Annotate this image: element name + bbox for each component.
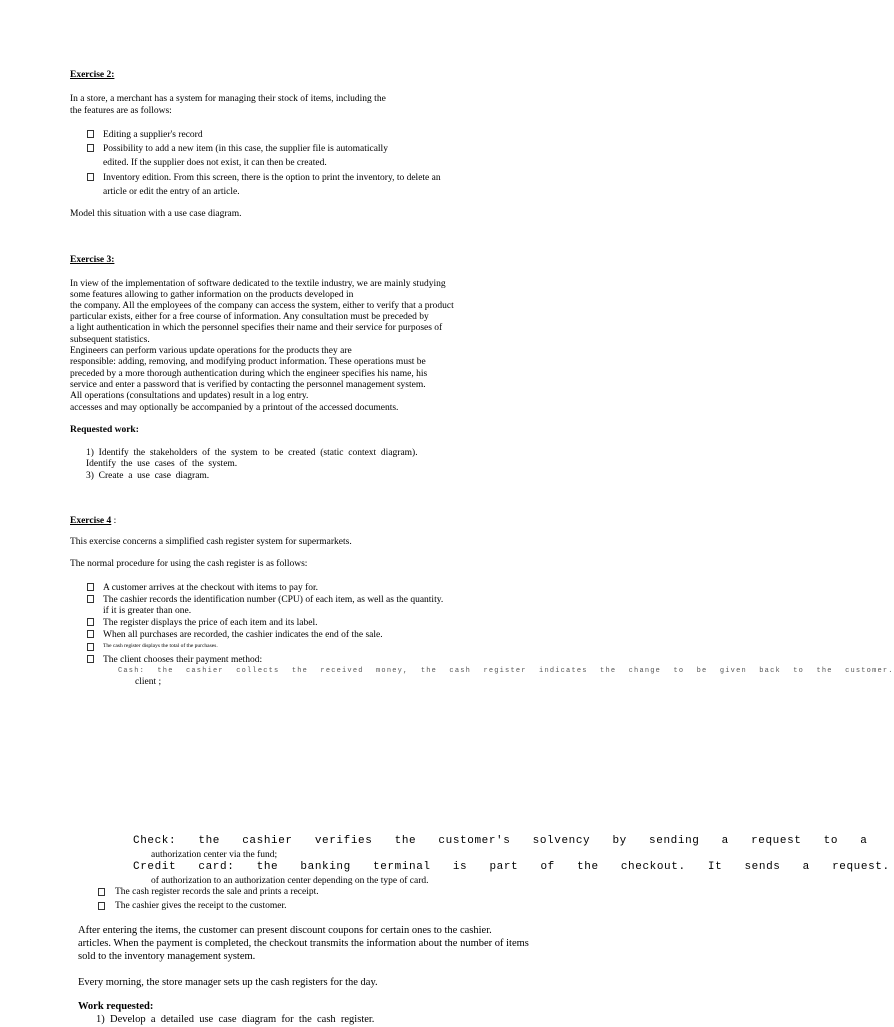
exercise-3-line-3: the company. All the employees of the company can access the system, either to verify that a product <box>70 301 454 311</box>
exercise-4-heading: Exercise 4 <box>70 516 112 526</box>
exercise-4-bullet-6: The client chooses their payment method: <box>103 655 263 665</box>
payment-check-continuation: authorization center via the fund; <box>151 850 278 860</box>
bullet-box-icon <box>87 630 94 638</box>
bullet-box-icon <box>87 618 94 626</box>
exercise-2-bullet-1: Editing a supplier's record <box>103 130 203 140</box>
bullet-box-icon <box>87 130 94 138</box>
exercise-3-work-3: 3) Create a use case diagram. <box>86 471 210 481</box>
exercise-4-bullet-2a: The cashier records the identification number (CPU) of each item, as well as the quantity. <box>103 595 444 605</box>
exercise-2-bullet-3b: article or edit the entry of an article. <box>103 187 240 197</box>
exercise-4-heading-line <box>70 516 116 528</box>
exercise-4-bullet-3: The register displays the price of each item and its label. <box>103 618 318 628</box>
exercise-3-line-12: accesses and may optionally be accompanied by a printout of the accessed documents. <box>70 403 399 413</box>
exercise-4-bullet-4: When all purchases are recorded, the cashier indicates the end of the sale. <box>103 630 383 640</box>
exercise-3-line-11: All operations (consultations and updates) result in a log entry. <box>70 391 309 401</box>
exercise-4-after-line-3: sold to the inventory management system. <box>78 951 256 962</box>
payment-card-line: Credit card: the banking terminal is part of the checkout. It sends a request. <box>133 861 890 873</box>
exercise-2-bullet-3a: Inventory edition. From this screen, there is the option to print the inventory, to delete an <box>103 173 441 183</box>
bullet-box-icon <box>87 595 94 603</box>
exercise-4-bullet-7: The cash register records the sale and prints a receipt. <box>115 887 319 897</box>
exercise-4-bullet-8: The cashier gives the receipt to the customer. <box>115 901 287 911</box>
exercise-3-work-2: Identify the use cases of the system. <box>86 459 238 469</box>
exercise-3-line-10: service and enter a password that is verified by contacting the personnel management system. <box>70 380 426 390</box>
exercise-2-bullet-2b: edited. If the supplier does not exist, it can then be created. <box>103 158 327 168</box>
payment-card-continuation: of authorization to an authorization center depending on the type of card. <box>151 876 429 886</box>
payment-cash-line: Cash: the cashier collects the received money, the cash register indicates the change to be given back to the customer. <box>118 667 894 675</box>
exercise-4-procedure: The normal procedure for using the cash register is as follows: <box>70 559 308 569</box>
bullet-box-icon <box>87 655 94 663</box>
exercise-3-line-7: Engineers can perform various update operations for the products they are <box>70 346 352 356</box>
bullet-box-icon <box>98 888 105 896</box>
exercise-3-work-heading: Requested work: <box>70 425 139 435</box>
payment-check-line: Check: the cashier verifies the customer's solvency by sending a request to a <box>133 835 868 847</box>
bullet-box-icon <box>98 902 105 910</box>
exercise-2-closing: Model this situation with a use case diagram. <box>70 209 242 219</box>
exercise-3-line-5: a light authentication in which the personnel specifies their name and their service for purposes of <box>70 323 443 333</box>
bullet-box-icon <box>87 173 94 181</box>
exercise-4-morning: Every morning, the store manager sets up the cash registers for the day. <box>78 977 378 988</box>
exercise-3-line-2: some features allowing to gather information on the products developed in <box>70 290 354 300</box>
exercise-4-after-line-2: articles. When the payment is completed, the checkout transmits the information about the number of items <box>78 938 529 949</box>
payment-cash-continuation: client ; <box>135 677 162 687</box>
exercise-3-line-6: subsequent statistics. <box>70 335 150 345</box>
exercise-2-intro-line-1: In a store, a merchant has a system for managing their stock of items, including the <box>70 94 386 104</box>
exercise-4-intro: This exercise concerns a simplified cash register system for supermarkets. <box>70 537 352 547</box>
exercise-2-intro-line-2: the features are as follows: <box>70 106 172 116</box>
exercise-2-bullet-2a: Possibility to add a new item (in this case, the supplier file is automatically <box>103 144 388 154</box>
exercise-3-heading: Exercise 3: <box>70 255 115 265</box>
exercise-3-line-9: preceded by a more thorough authentication during which the engineer specifies his name, his <box>70 369 428 379</box>
bullet-box-icon <box>87 643 94 651</box>
exercise-3-line-4: particular exists, either for a free course of information. Any consultation must be preceded by <box>70 312 429 322</box>
exercise-2-heading: Exercise 2: <box>70 70 115 80</box>
exercise-3-work-1: 1) Identify the stakeholders of the system to be created (static context diagram). <box>86 448 418 458</box>
exercise-4-bullet-2b: if it is greater than one. <box>103 606 192 616</box>
exercise-4-bullet-5: The cash register displays the total of the purchases. <box>103 643 218 649</box>
exercise-4-heading-suffix: : <box>111 516 117 526</box>
exercise-3-line-1: In view of the implementation of software dedicated to the textile industry, we are mainly studying <box>70 279 446 289</box>
exercise-4-bullet-1: A customer arrives at the checkout with items to pay for. <box>103 583 319 593</box>
exercise-4-work-heading: Work requested: <box>78 1001 154 1012</box>
bullet-box-icon <box>87 583 94 591</box>
exercise-4-after-line-1: After entering the items, the customer can present discount coupons for certain ones to the cashier. <box>78 925 492 936</box>
exercise-4-work-1: 1) Develop a detailed use case diagram for the cash register. <box>96 1014 375 1025</box>
exercise-3-line-8: responsible: adding, removing, and modifying product information. These operations must be <box>70 357 426 367</box>
bullet-box-icon <box>87 144 94 152</box>
